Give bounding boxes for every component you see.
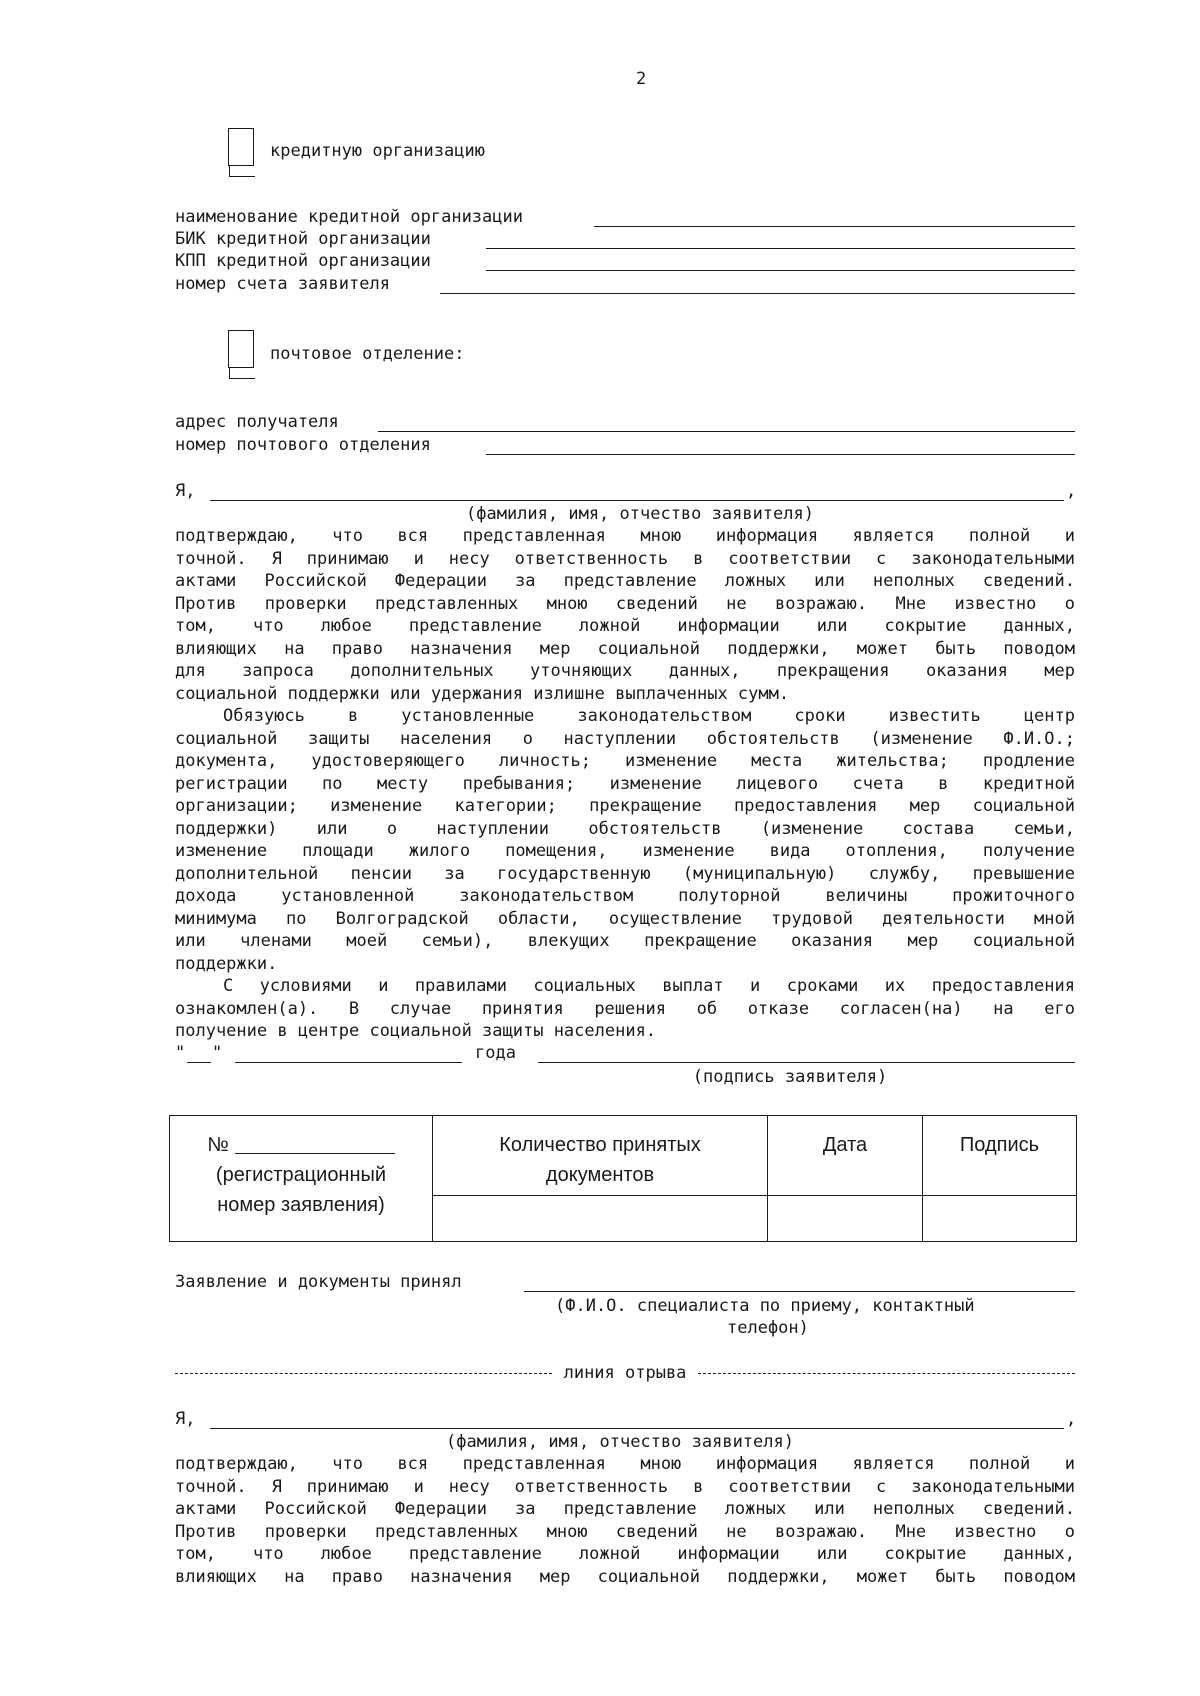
recipient-address-field[interactable] bbox=[378, 431, 1075, 432]
text-line: Против проверки представленных мною сведений не возражаю. Мне известно о bbox=[175, 593, 1075, 614]
text-line: организации; изменение категории; прекращение предоставления мер социальной bbox=[175, 796, 1075, 816]
credit-organization-option-label: кредитную организацию bbox=[270, 141, 485, 161]
applicant2-name-field[interactable] bbox=[210, 1428, 1064, 1429]
bank-kpp-label: КПП кредитной организации bbox=[175, 251, 431, 271]
date-quote-open: " bbox=[175, 1043, 186, 1063]
declaration-paragraph-1 bbox=[175, 525, 1075, 705]
text-line: влияющих на право назначения мер социальной поддержки, может быть поводом bbox=[175, 638, 1075, 659]
credit-organization-checkbox[interactable] bbox=[228, 128, 254, 166]
tear-line-dash-left bbox=[175, 1373, 552, 1374]
text-line: социальной поддержки или удержания излишне выплаченных сумм. bbox=[175, 683, 790, 704]
page-number: 2 bbox=[636, 69, 647, 89]
account-number-field[interactable] bbox=[440, 293, 1075, 294]
date-month-field[interactable] bbox=[235, 1062, 462, 1063]
text-line: поддержки) или о наступлении обстоятельств (изменение состава семьи, bbox=[175, 818, 1075, 839]
text-line: для запроса дополнительных уточняющих данных, прекращения оказания мер bbox=[175, 661, 1075, 681]
tear-line-dash-right bbox=[698, 1373, 1075, 1374]
signature-input-cell[interactable] bbox=[923, 1196, 1077, 1242]
date-header-label: Дата bbox=[822, 1134, 868, 1156]
post-office-option-label: почтовое отделение: bbox=[270, 344, 465, 364]
accepted-by-caption-line2: телефон) bbox=[727, 1318, 809, 1338]
text-line: том, что любое представление ложной информации или сокрытие данных, bbox=[175, 1544, 1075, 1564]
bank-bik-field[interactable] bbox=[486, 248, 1075, 249]
date-day-field[interactable] bbox=[187, 1062, 211, 1063]
docs-count-header bbox=[433, 1116, 768, 1196]
post-office-checkbox[interactable] bbox=[228, 330, 254, 368]
post-office-number-label: номер почтового отделения bbox=[175, 435, 431, 455]
text-line: минимума по Волгоградской области, осуществление трудовой деятельности мной bbox=[175, 908, 1075, 929]
accepted-by-caption-line1: (Ф.И.О. специалиста по приему, контактный bbox=[555, 1296, 975, 1316]
registration-caption-line2: номер заявления) bbox=[217, 1194, 385, 1216]
bank-kpp-field[interactable] bbox=[486, 270, 1075, 271]
text-line: ознакомлен(а). В случае принятия решения об отказе согласен(на) на его bbox=[175, 998, 1075, 1019]
date-input-cell[interactable] bbox=[768, 1196, 923, 1242]
docs-count-input-cell[interactable] bbox=[433, 1196, 768, 1242]
text-line: подтверждаю, что вся представленная мною информация является полной и bbox=[175, 1454, 1075, 1474]
signature-caption: (подпись заявителя) bbox=[692, 1067, 888, 1087]
declaration2-prefix: Я, bbox=[175, 1409, 196, 1429]
declaration2-comma: , bbox=[1066, 1409, 1077, 1429]
docs-count-header-line2: документов bbox=[545, 1164, 655, 1186]
account-number-label: номер счета заявителя bbox=[175, 274, 390, 294]
text-line: С условиями и правилами социальных выплат и сроками их предоставления bbox=[223, 976, 1075, 996]
text-line: регистрации по месту пребывания; изменение лицевого счета в кредитной bbox=[175, 773, 1075, 794]
text-line: точной. Я принимаю и несу ответственность в соответствии с законодательными bbox=[175, 1476, 1075, 1497]
bank-name-label: наименование кредитной организации bbox=[175, 207, 523, 227]
text-line: актами Российской Федерации за представление ложных или неполных сведений. bbox=[175, 1499, 1075, 1519]
registration-number-cell bbox=[170, 1116, 433, 1242]
date-quote-close: " bbox=[212, 1043, 223, 1063]
text-line: документа, удостоверяющего личность; изменение места жительства; продление bbox=[175, 751, 1075, 771]
declaration2-paragraph-1 bbox=[175, 1453, 1075, 1588]
text-line: дополнительной пенсии за государственную (муниципальную) службу, превышение bbox=[175, 863, 1075, 884]
text-line: подтверждаю, что вся представленная мною информация является полной и bbox=[175, 526, 1075, 546]
registration-caption-line1: (регистрационный bbox=[215, 1164, 387, 1186]
text-line: Обязуюсь в установленные законодательством сроки известить центр bbox=[223, 706, 1075, 726]
recipient-address-label: адрес получателя bbox=[175, 412, 339, 432]
text-line: точной. Я принимаю и несу ответственность в соответствии с законодательными bbox=[175, 548, 1075, 569]
declaration-paragraph-2 bbox=[175, 705, 1075, 975]
signature-header-label: Подпись bbox=[959, 1134, 1040, 1156]
text-line: актами Российской Федерации за представление ложных или неполных сведений. bbox=[175, 571, 1075, 591]
applicant-name-field[interactable] bbox=[210, 500, 1064, 501]
accepted-by-field[interactable] bbox=[524, 1291, 1075, 1292]
date-header bbox=[768, 1116, 923, 1196]
applicant2-name-caption: (фамилия, имя, отчество заявителя) bbox=[446, 1432, 794, 1452]
text-line: социальной защиты населения о наступлении обстоятельств (изменение Ф.И.О.; bbox=[175, 728, 1075, 749]
text-line: получение в центре социальной защиты населения. bbox=[175, 1021, 657, 1041]
text-line: изменение площади жилого помещения, изменение вида отопления, получение bbox=[175, 841, 1075, 861]
post-office-number-field[interactable] bbox=[486, 454, 1075, 455]
declaration-comma: , bbox=[1066, 481, 1077, 501]
text-line: влияющих на право назначения мер социальной поддержки, может быть поводом bbox=[175, 1566, 1075, 1587]
docs-count-header-line1: Количество принятых bbox=[499, 1134, 701, 1156]
declaration-paragraph-3 bbox=[175, 975, 1075, 1043]
text-line: или членами моей семьи), влекущих прекращение оказания мер социальной bbox=[175, 931, 1075, 951]
applicant-name-caption: (фамилия, имя, отчество заявителя) bbox=[466, 504, 814, 524]
signature-header bbox=[923, 1116, 1077, 1196]
text-line: том, что любое представление ложной информации или сокрытие данных, bbox=[175, 616, 1075, 636]
declaration-prefix: Я, bbox=[175, 481, 196, 501]
registration-number-field[interactable] bbox=[235, 1153, 395, 1154]
text-line: Против проверки представленных мною сведений не возражаю. Мне известно о bbox=[175, 1521, 1075, 1542]
number-sign: № bbox=[207, 1134, 229, 1156]
accepted-by-label: Заявление и документы принял bbox=[175, 1272, 462, 1292]
registration-table bbox=[169, 1115, 1077, 1242]
text-line: дохода установленной законодательством полуторной величины прожиточного bbox=[175, 886, 1075, 906]
applicant-signature-field[interactable] bbox=[538, 1062, 1075, 1063]
bank-bik-label: БИК кредитной организации bbox=[175, 229, 431, 249]
text-line: поддержки. bbox=[175, 953, 278, 974]
bank-name-field[interactable] bbox=[594, 226, 1075, 227]
year-word: года bbox=[475, 1043, 516, 1063]
tear-line bbox=[175, 1363, 1075, 1383]
tear-line-label: линия отрыва bbox=[563, 1363, 687, 1383]
